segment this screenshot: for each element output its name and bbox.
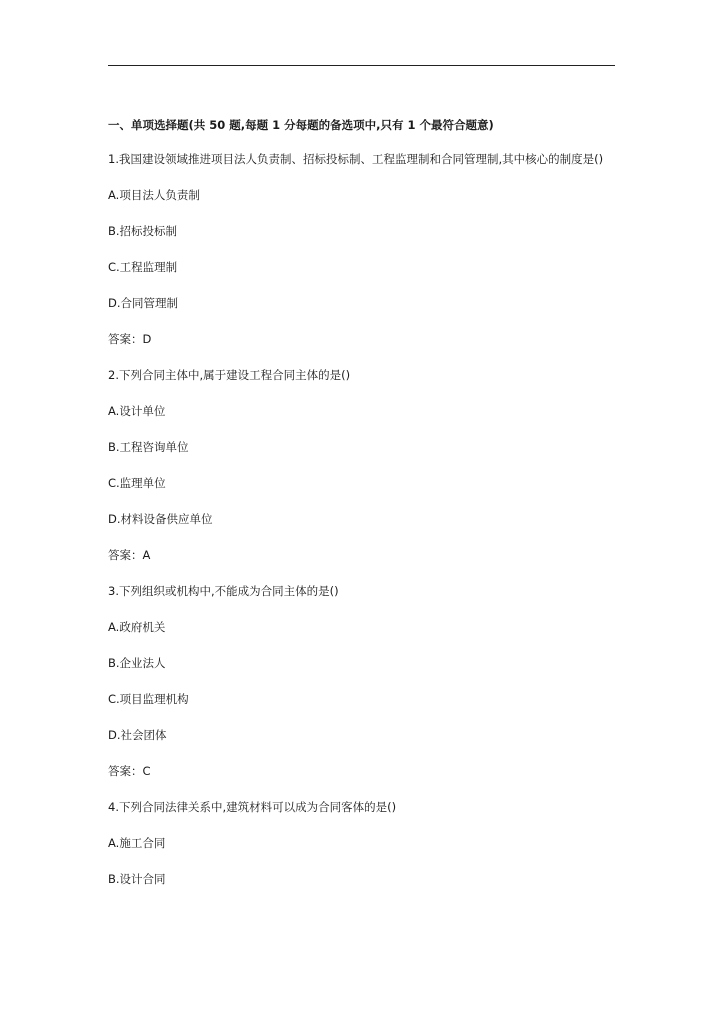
option-c: C.项目监理机构 [108,692,189,706]
question-stem: 4.下列合同法律关系中,建筑材料可以成为合同客体的是() [108,800,397,814]
option-a: A.政府机关 [108,620,166,634]
option-b: B.招标投标制 [108,224,178,238]
option-a: A.设计单位 [108,404,166,418]
answer: 答案：D [108,332,152,346]
option-c: C.工程监理制 [108,260,178,274]
answer: 答案：A [108,548,151,562]
option-d: D.社会团体 [108,728,167,742]
option-d: D.合同管理制 [108,296,179,310]
question-stem: 2.下列合同主体中,属于建设工程合同主体的是() [108,368,351,382]
header-rule [108,65,615,66]
question-3 [108,582,618,780]
option-b: B.企业法人 [108,656,166,670]
option-a: A.施工合同 [108,836,166,850]
question-stem: 1.我国建设领域推进项目法人负责制、招标投标制、工程监理制和合同管理制,其中核心的制度是() [108,152,604,166]
question-1 [108,150,618,348]
document-body [108,116,618,906]
question-stem: 3.下列组织或机构中,不能成为合同主体的是() [108,584,339,598]
option-b: B.设计合同 [108,872,166,886]
option-a: A.项目法人负责制 [108,188,200,202]
option-d: D.材料设备供应单位 [108,512,213,526]
answer: 答案：C [108,764,151,778]
question-2 [108,366,618,564]
option-b: B.工程咨询单位 [108,440,189,454]
question-4 [108,798,618,888]
section-title: 一、单项选择题(共 50 题,每题 1 分每题的备选项中,只有 1 个最符合题意) [108,118,494,132]
option-c: C.监理单位 [108,476,166,490]
